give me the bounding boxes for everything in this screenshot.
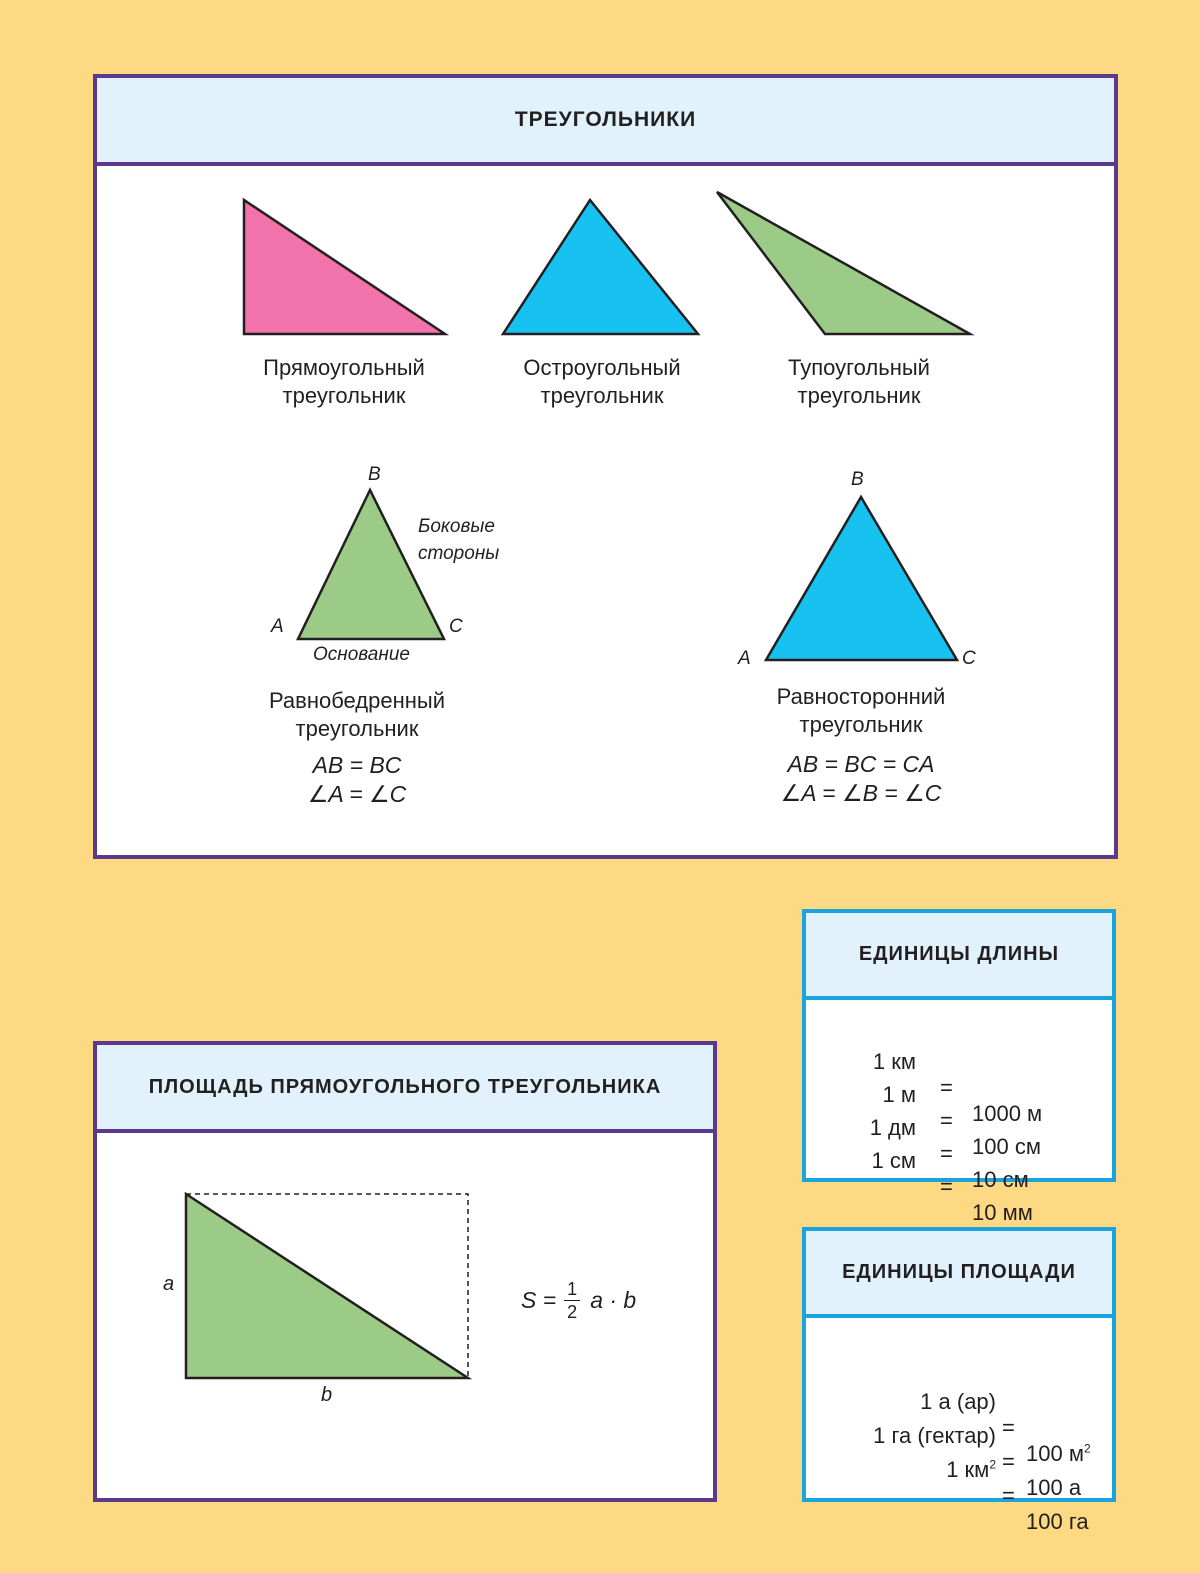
- obtuse-triangle-shape: [717, 192, 970, 334]
- equilateral-caption: [751, 683, 971, 739]
- label-line: Боковые: [418, 516, 495, 537]
- length-row-right: 1000 м: [972, 1101, 1043, 1126]
- caption-line: треугольник: [540, 383, 664, 408]
- area-unit-row-eq: =: [1002, 1415, 1015, 1440]
- fraction-denominator: 2: [567, 1301, 578, 1322]
- caption-line: треугольник: [282, 383, 406, 408]
- area-unit-left-text: 1 км: [946, 1457, 990, 1482]
- obtuse-triangle-caption: [759, 354, 959, 410]
- area-unit-row-right: [1026, 1509, 1089, 1535]
- formula-rhs: a · b: [590, 1286, 637, 1313]
- caption-line: Равносторонний: [776, 684, 946, 709]
- isosceles-vertex-b: B: [368, 464, 381, 485]
- length-row-right: 10 мм: [972, 1200, 1033, 1225]
- length-row-eq: =: [940, 1075, 953, 1100]
- side-b-label: b: [321, 1384, 333, 1406]
- isosceles-vertex-c: C: [449, 616, 463, 637]
- isosceles-equalities: [257, 751, 457, 809]
- area-unit-row-eq: =: [1002, 1483, 1015, 1508]
- length-units-panel: [802, 909, 1116, 1225]
- base-label: Основание: [313, 644, 410, 665]
- area-unit-row-eq: =: [1002, 1449, 1015, 1474]
- equality-line: AB = BC = CA: [787, 751, 935, 777]
- equilateral-vertex-c: C: [962, 648, 976, 669]
- caption-line: Равнобедренный: [268, 688, 446, 713]
- equilateral-vertex-b: B: [851, 469, 864, 490]
- length-row-left: 1 м: [882, 1082, 916, 1107]
- triangles-panel-title: ТРЕУГОЛЬНИКИ: [97, 78, 1114, 166]
- acute-triangle-shape: [503, 200, 698, 334]
- length-row-right: 10 см: [972, 1167, 1029, 1192]
- label-line: стороны: [418, 543, 500, 564]
- area-unit-right-text: 100 а: [1026, 1475, 1082, 1500]
- area-formula: [521, 1270, 636, 1330]
- right-triangle-area-shape: [186, 1194, 468, 1378]
- equilateral-vertex-a: A: [738, 648, 751, 669]
- caption-line: треугольник: [797, 383, 921, 408]
- isosceles-vertex-a: A: [271, 616, 284, 637]
- right-triangle-shape: [244, 200, 445, 334]
- length-units-panel-title: ЕДИНИЦЫ ДЛИНЫ: [806, 913, 1112, 1000]
- equality-line: ∠A = ∠B = ∠C: [780, 780, 942, 806]
- caption-line: Тупоугольный: [788, 355, 930, 380]
- area-unit-left-text: 1 га (гектар): [873, 1423, 996, 1448]
- side-a-label: a: [163, 1273, 175, 1295]
- fraction-numerator: 1: [564, 1278, 580, 1301]
- area-unit-right-text: 100 м: [1026, 1441, 1084, 1466]
- area-units-panel: [802, 1227, 1116, 1534]
- length-row-left: 1 см: [871, 1148, 916, 1173]
- equality-line: ∠A = ∠C: [307, 781, 407, 807]
- isosceles-caption: [257, 687, 457, 743]
- area-unit-right-text: 100 га: [1026, 1509, 1089, 1534]
- equality-line: AB = BC: [312, 752, 402, 778]
- caption-line: треугольник: [295, 716, 419, 741]
- right-triangle-caption: [244, 354, 444, 410]
- area-unit-row-right: [1026, 1475, 1081, 1501]
- length-row-left: 1 дм: [869, 1115, 916, 1140]
- caption-line: Остроугольный: [523, 355, 681, 380]
- equilateral-equalities: [741, 750, 981, 808]
- acute-triangle-caption: [502, 354, 702, 410]
- length-row-right: 100 см: [972, 1134, 1041, 1159]
- length-row-eq: =: [940, 1174, 953, 1199]
- length-row-eq: =: [940, 1141, 953, 1166]
- caption-line: Прямоугольный: [263, 355, 425, 380]
- square-superscript: 2: [989, 1457, 996, 1472]
- area-units-panel-title: ЕДИНИЦЫ ПЛОЩАДИ: [806, 1231, 1112, 1318]
- triangles-panel: [93, 74, 1118, 859]
- area-unit-row-left: [946, 1457, 996, 1483]
- square-superscript: 2: [1083, 1441, 1091, 1456]
- lateral-sides-label: [418, 513, 499, 567]
- equilateral-triangle-shape: [766, 497, 957, 660]
- length-row-eq: =: [940, 1108, 953, 1133]
- area-formula-panel: [93, 1041, 717, 1502]
- formula-lhs: S =: [521, 1286, 557, 1313]
- area-unit-left-text: 1 а (ар): [920, 1389, 996, 1414]
- area-formula-panel-title: ПЛОЩАДЬ ПРЯМОУГОЛЬНОГО ТРЕУГОЛЬНИКА: [97, 1045, 713, 1133]
- caption-line: треугольник: [799, 712, 923, 737]
- length-row-left: 1 км: [872, 1049, 916, 1074]
- formula-fraction: [564, 1278, 580, 1323]
